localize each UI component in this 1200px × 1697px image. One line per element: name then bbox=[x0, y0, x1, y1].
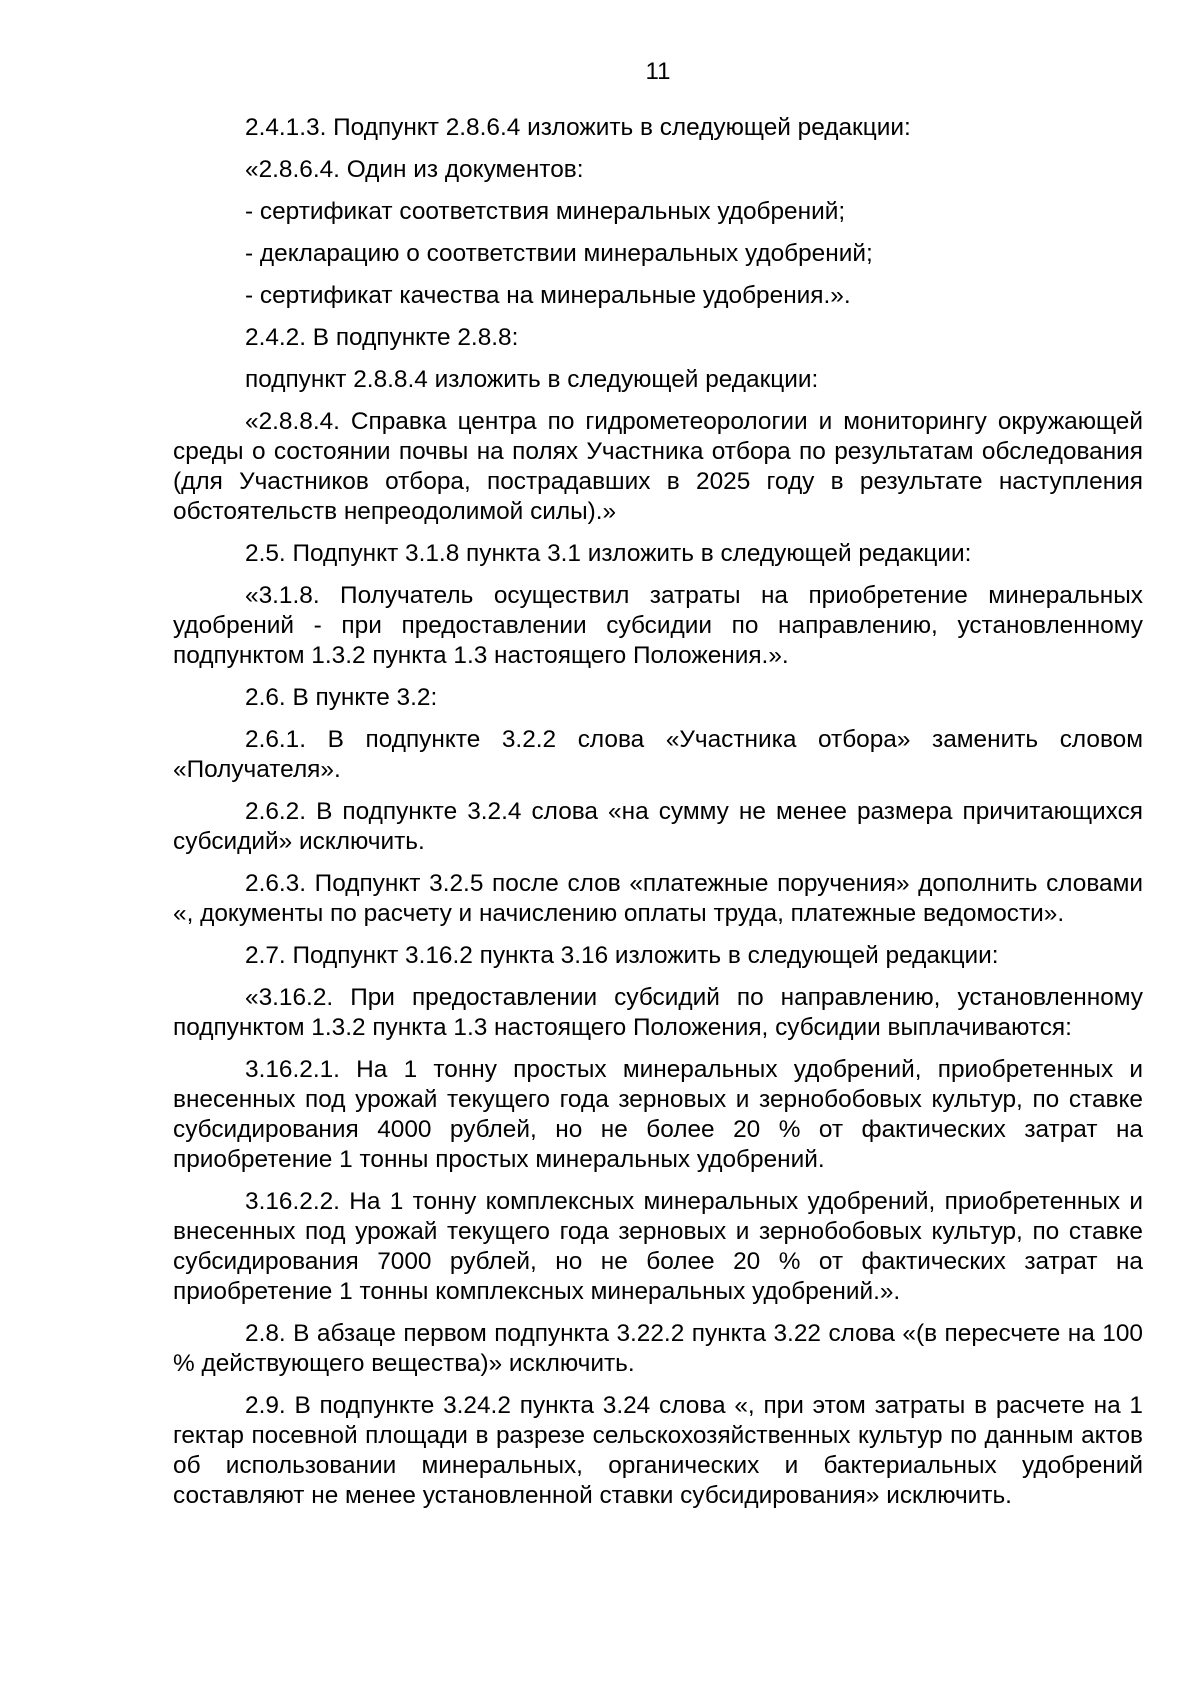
paragraph-3-1-8-text: «3.1.8. Получатель осуществил затраты на приобретение минеральных удобрений - при предоставлении субсидии по направлению, установленному подпунктом 1.3.2 пункта 1.3 настоящего Положения.». bbox=[173, 582, 1143, 669]
paragraph-subpoint-2-8-8-4: подпункт 2.8.8.4 изложить в следующей редакции: bbox=[245, 366, 819, 393]
list-item-declaration: - декларацию о соответствии минеральных удобрений; bbox=[245, 240, 873, 267]
paragraph-2-5: 2.5. Подпункт 3.1.8 пункта 3.1 изложить в следующей редакции: bbox=[245, 540, 972, 567]
page-number: 11 bbox=[645, 58, 671, 85]
paragraph-2-8-8-4-text: «2.8.8.4. Справка центра по гидрометеорологии и мониторингу окружающей среды о состоянии почвы на полях Участника отбора по результатам обследования (для Участников отбора, пострадавших в 2025 году в результате наступления обстоятельств непреодолимой силы).» bbox=[173, 408, 1143, 525]
paragraph-2-6-3: 2.6.3. Подпункт 3.2.5 после слов «платежные поручения» дополнить словами «, документы по расчету и начислению оплаты труда, платежные ведомости». bbox=[173, 870, 1143, 927]
paragraph-2-8-6-4: «2.8.6.4. Один из документов: bbox=[245, 156, 584, 183]
paragraph-3-16-2-1: 3.16.2.1. На 1 тонну простых минеральных удобрений, приобретенных и внесенных под урожай текущего года зерновых и зернобобовых культур, по ставке субсидирования 4000 рублей, но не более 20 % от фактических затрат на приобретение 1 тонны простых минеральных удобрений. bbox=[173, 1056, 1143, 1173]
paragraph-2-8: 2.8. В абзаце первом подпункта 3.22.2 пункта 3.22 слова «(в пересчете на 100 % действующего вещества)» исключить. bbox=[173, 1320, 1143, 1377]
paragraph-2-4-1-3: 2.4.1.3. Подпункт 2.8.6.4 изложить в следующей редакции: bbox=[245, 114, 911, 141]
paragraph-2-6-1: 2.6.1. В подпункте 3.2.2 слова «Участника отбора» заменить словом «Получателя». bbox=[173, 726, 1143, 783]
document-body bbox=[173, 113, 1143, 1523]
paragraph-2-9: 2.9. В подпункте 3.24.2 пункта 3.24 слова «, при этом затраты в расчете на 1 гектар посевной площади в разрезе сельскохозяйственных культур по данным актов об использовании минеральных, органических и бактериальных удобрений составляют не менее установленной ставки субсидирования» исключить. bbox=[173, 1392, 1143, 1509]
paragraph-2-7: 2.7. Подпункт 3.16.2 пункта 3.16 изложить в следующей редакции: bbox=[245, 942, 999, 969]
paragraph-2-6: 2.6. В пункте 3.2: bbox=[245, 684, 438, 711]
list-item-certificate: - сертификат соответствия минеральных удобрений; bbox=[245, 198, 846, 225]
paragraph-2-6-2: 2.6.2. В подпункте 3.2.4 слова «на сумму не менее размера причитающихся субсидий» исключить. bbox=[173, 798, 1143, 855]
paragraph-2-4-2: 2.4.2. В подпункте 2.8.8: bbox=[245, 324, 519, 351]
list-item-quality-certificate: - сертификат качества на минеральные удобрения.». bbox=[245, 282, 851, 309]
paragraph-3-16-2-text: «3.16.2. При предоставлении субсидий по направлению, установленному подпунктом 1.3.2 пункта 1.3 настоящего Положения, субсидии выплачиваются: bbox=[173, 984, 1143, 1041]
paragraph-3-16-2-2: 3.16.2.2. На 1 тонну комплексных минеральных удобрений, приобретенных и внесенных под урожай текущего года зерновых и зернобобовых культур, по ставке субсидирования 7000 рублей, но не более 20 % от фактических затрат на приобретение 1 тонны комплексных минеральных удобрений.». bbox=[173, 1188, 1143, 1305]
document-page bbox=[173, 0, 1143, 1697]
